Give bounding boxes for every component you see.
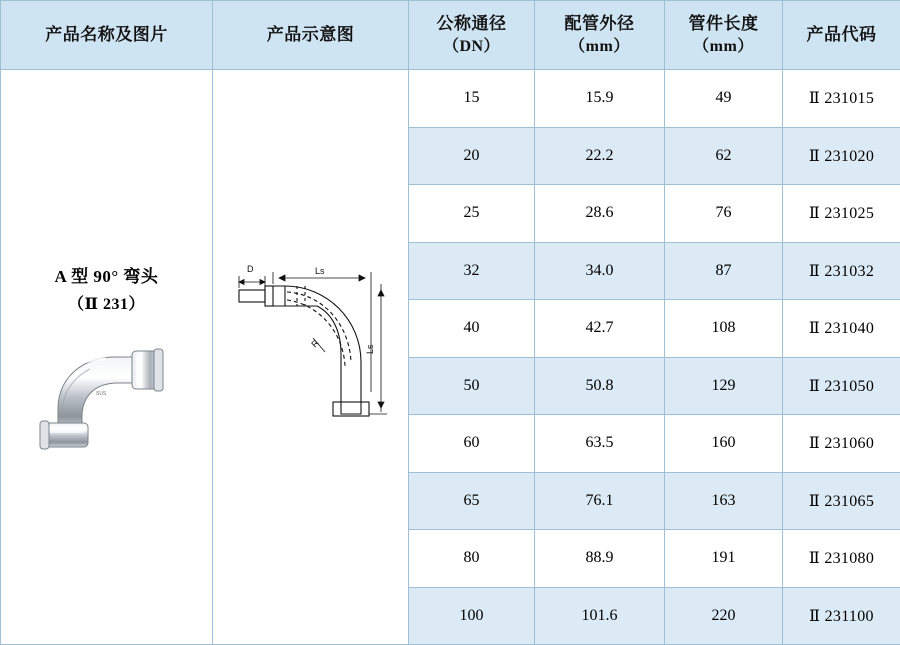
cell-dn: 20 [409,127,535,185]
cell-code: Ⅱ 231040 [783,300,900,358]
cell-code: Ⅱ 231025 [783,185,900,243]
cell-od: 76.1 [535,472,665,530]
header-nominal-diameter-label: 公称通径 [437,14,507,33]
header-diagram-label: 产品示意图 [267,25,355,44]
cell-dn: 80 [409,530,535,588]
cell-length: 62 [665,127,783,185]
cell-od: 63.5 [535,415,665,473]
cell-dn: 100 [409,587,535,645]
product-name-wrap [1,70,212,644]
table-row [1,70,900,128]
cell-length: 129 [665,357,783,415]
cell-code: Ⅱ 231032 [783,242,900,300]
diagram-label-r: R [309,337,321,349]
cell-length: 160 [665,415,783,473]
cell-length: 220 [665,587,783,645]
cell-dn: 32 [409,242,535,300]
cell-od: 50.8 [535,357,665,415]
cell-code: Ⅱ 231015 [783,70,900,128]
cell-dn: 65 [409,472,535,530]
header-fitting-length-unit: （mm） [665,36,782,58]
header-fitting-length [665,1,783,70]
product-diagram-cell [213,70,409,645]
cell-dn: 50 [409,357,535,415]
cell-dn: 15 [409,70,535,128]
header-nominal-diameter [409,1,535,70]
diagram-label-ls-top: Ls [315,266,325,276]
product-name-cell [1,70,213,645]
elbow-technical-drawing [221,262,401,452]
header-product-name-label: 产品名称及图片 [45,25,168,44]
header-row [1,1,900,70]
cell-length: 108 [665,300,783,358]
cell-od: 22.2 [535,127,665,185]
diagram-label-ls-right: Ls [365,344,375,354]
cell-code: Ⅱ 231065 [783,472,900,530]
cell-od: 15.9 [535,70,665,128]
table-header [1,1,900,70]
svg-text:SUS: SUS [96,391,107,397]
cell-dn: 60 [409,415,535,473]
header-fitting-length-label: 管件长度 [689,14,759,33]
elbow-photo [32,343,182,451]
header-outer-diameter [535,1,665,70]
header-outer-diameter-label: 配管外径 [565,14,635,33]
cell-od: 42.7 [535,300,665,358]
product-title: A 型 90° 弯头 [55,263,159,290]
cell-od: 28.6 [535,185,665,243]
cell-dn: 40 [409,300,535,358]
cell-code: Ⅱ 231060 [783,415,900,473]
product-subtitle: （Ⅱ 231） [68,293,145,317]
header-nominal-diameter-unit: （DN） [409,36,534,58]
product-diagram-wrap [213,70,408,644]
cell-length: 49 [665,70,783,128]
cell-od: 34.0 [535,242,665,300]
cell-code: Ⅱ 231050 [783,357,900,415]
header-product-name [1,1,213,70]
header-diagram [213,1,409,70]
cell-length: 76 [665,185,783,243]
table-body [1,70,900,645]
cell-code: Ⅱ 231100 [783,587,900,645]
cell-dn: 25 [409,185,535,243]
header-product-code-label: 产品代码 [807,25,877,44]
cell-od: 101.6 [535,587,665,645]
header-product-code [783,1,900,70]
diagram-label-d: D [247,264,254,274]
cell-length: 163 [665,472,783,530]
cell-length: 87 [665,242,783,300]
header-outer-diameter-unit: （mm） [535,36,664,58]
cell-code: Ⅱ 231020 [783,127,900,185]
cell-length: 191 [665,530,783,588]
cell-od: 88.9 [535,530,665,588]
cell-code: Ⅱ 231080 [783,530,900,588]
